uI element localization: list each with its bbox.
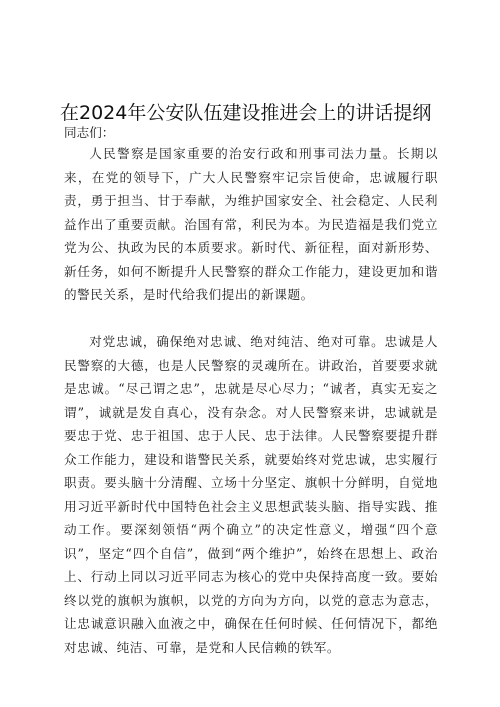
body-paragraph-2: 对党忠诚，确保绝对忠诚、绝对纯洁、绝对可靠。忠诚是人民警察的大德，也是人民警察的灵魂所在。讲政治，首要要求就是忠诚。“尽己谓之忠”，忠就是尽心尽力；“诚者，真实无妄之谓”，诚就是发自真心，没有杂念。对人民警察来讲，忠诚就是要忠于党、忠于祖国、忠于人民、忠于法律。人民警察要提升群众工作能力，建设和谐警民关系，就要始终对党忠诚，忠实履行职责。要头脑十分清醒、立场十分坚定、旗帜十分鲜明，自觉地用习近平新时代中国特色社会主义思想武装头脑、指导实践、推动工作。要深刻领悟“两个确立”的决定性意义，增强“四个意识”，坚定“四个自信”，做到“两个维护”，始终在思想上、政治上、行动上同以习近平同志为核心的党中央保持高度一致。要始终以党的旗帜为旗帜，以党的方向为方向，以党的意志为意志，让忠诚意识融入血液之中，确保在任何时候、任何情况下，都绝对忠诚、纯洁、可靠，是党和人民信赖的铁军。: [64, 334, 438, 655]
body-paragraph-1: 人民警察是国家重要的治安行政和刑事司法力量。长期以来，在党的领导下，广大人民警察牢记宗旨使命，忠诚履行职责，勇于担当、甘于奉献，为维护国家安全、社会稳定、人民利益作出了重要贡献。治国有常，利民为本。为民造福是我们党立党为公、执政为民的本质要求。新时代、新征程，面对新形势、新任务，如何不断提升人民警察的群众工作能力，建设更加和谐的警民关系，是时代给我们提出的新课题。: [64, 146, 438, 302]
salutation: 同志们：: [64, 125, 115, 140]
document-title: 在2024年公安队伍建设推进会上的讲话提纲: [60, 101, 432, 124]
